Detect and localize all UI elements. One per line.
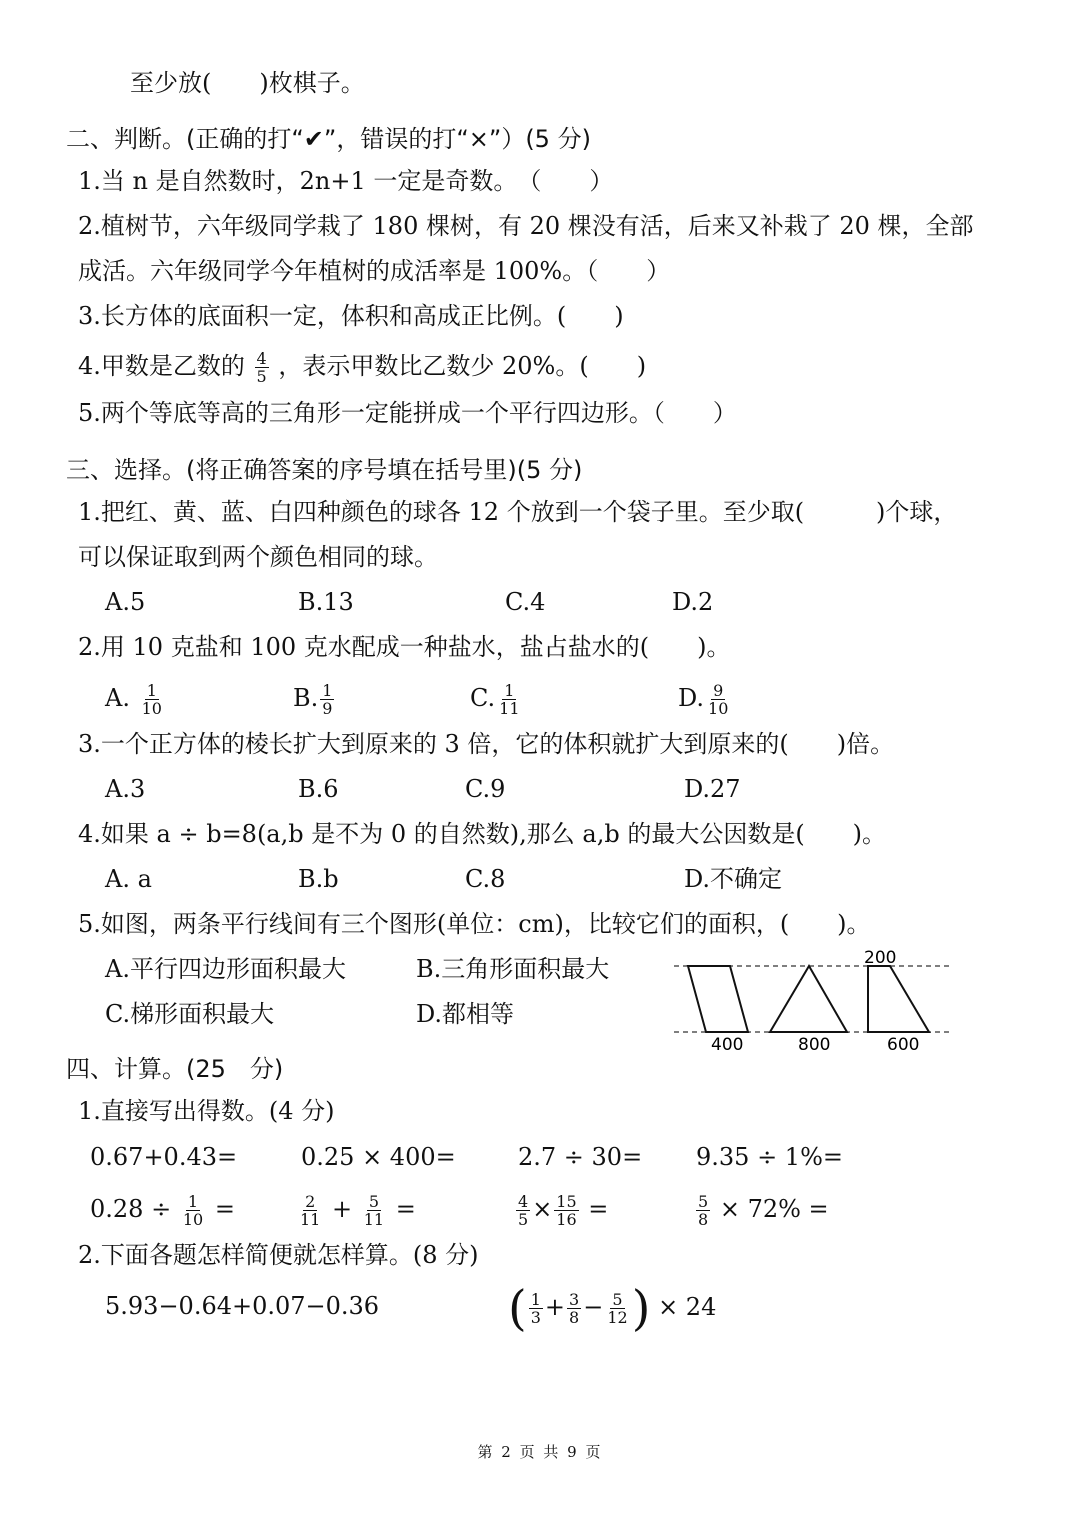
q1-option-a: A.5 xyxy=(105,588,146,616)
q3-option-d: D.27 xyxy=(684,775,741,803)
simplify-expr-1: 5.93−0.64+0.07−0.36 xyxy=(105,1292,380,1320)
q4-option-d: D.不确定 xyxy=(684,865,783,893)
calc-sub2: 2.下面各题怎样简便就怎样算。(8 分) xyxy=(78,1241,479,1269)
fraction: $\frac{4}{5}$ xyxy=(256,349,267,386)
calc-1a: 0.67+0.43= xyxy=(90,1143,238,1171)
q2-option-d: D. $\frac{9}{10}$ xyxy=(678,681,729,718)
q2-option-c: C. $\frac{1}{11}$ xyxy=(470,681,520,718)
fraction: $\frac{2}{11}$ xyxy=(300,1192,321,1229)
q4-option-a: A. a xyxy=(105,865,152,893)
fraction: $\frac{1}{11}$ xyxy=(499,681,520,718)
q4-option-c: C.8 xyxy=(465,865,506,893)
choice-q1-cont: 可以保证取到两个颜色相同的球。 xyxy=(78,543,438,571)
label-parallelogram-base: 400 xyxy=(711,1035,744,1055)
fraction: $\frac{5}{12}$ xyxy=(607,1290,628,1327)
q1-option-b: B.13 xyxy=(298,588,354,616)
q5-option-a: A.平行四边形面积最大 xyxy=(105,955,346,983)
fraction: $\frac{5}{8}$ xyxy=(698,1192,709,1229)
q1-option-d: D.2 xyxy=(672,588,714,616)
choice-q2: 2.用 10 克盐和 100 克水配成一种盐水，盐占盐水的( )。 xyxy=(78,633,731,661)
fraction: $\frac{1}{10}$ xyxy=(141,681,162,718)
calc-2b: $\frac{2}{11}$ + $\frac{5}{11}$ = xyxy=(300,1192,416,1229)
parallelogram-shape xyxy=(688,966,748,1032)
section2-heading: 二、判断。(正确的打“✔”，错误的打“×”）(5 分) xyxy=(66,125,591,153)
trapezoid-shape xyxy=(868,966,929,1032)
calc-1c: 2.7 ÷ 30= xyxy=(518,1143,643,1171)
section4-heading: 四、计算。(25 分) xyxy=(66,1055,284,1083)
judge-item-2: 2.植树节，六年级同学栽了 180 棵树，有 20 棵没有活，后来又补栽了 20 棵，全部 xyxy=(78,212,974,240)
calc-2d: $\frac{5}{8}$ × 72% = xyxy=(698,1192,829,1229)
fraction: $\frac{15}{16}$ xyxy=(556,1192,577,1229)
parallel-shapes-figure xyxy=(668,944,958,1056)
choice-q3: 3.一个正方体的棱长扩大到原来的 3 倍，它的体积就扩大到原来的( )倍。 xyxy=(78,730,895,758)
choice-q5: 5.如图，两条平行线间有三个图形(单位：cm)，比较它们的面积，( )。 xyxy=(78,910,871,938)
fraction: $\frac{5}{11}$ xyxy=(363,1192,385,1229)
page-footer: 第 2 页 共 9 页 xyxy=(477,1443,603,1461)
top-line: 至少放( )枚棋子。 xyxy=(130,69,365,97)
q3-option-b: B.6 xyxy=(298,775,339,803)
q2-option-b: B. $\frac{1}{9}$ xyxy=(293,681,333,718)
choice-q1: 1.把红、黄、蓝、白四种颜色的球各 12 个放到一个袋子里。至少取( )个球， xyxy=(78,498,958,526)
fraction: $\frac{9}{10}$ xyxy=(708,681,729,718)
calc-2a: 0.28 ÷ $\frac{1}{10}$ = xyxy=(90,1192,235,1229)
judge-item-2-cont: 成活。六年级同学今年植树的成活率是 100%。（ ） xyxy=(78,257,671,285)
fraction: $\frac{3}{8}$ xyxy=(569,1290,580,1327)
q3-option-c: C.9 xyxy=(465,775,506,803)
judge-item-4 xyxy=(78,350,646,385)
judge-item-5: 5.两个等底等高的三角形一定能拼成一个平行四边形。（ ） xyxy=(78,399,737,427)
q3-option-a: A.3 xyxy=(105,775,146,803)
q5-option-d: D.都相等 xyxy=(416,1000,515,1028)
q5-option-b: B.三角形面积最大 xyxy=(416,955,610,983)
judge-item-4-pre: 4.甲数是乙数的 xyxy=(78,352,245,380)
calc-1b: 0.25 × 400= xyxy=(301,1143,456,1171)
choice-q4: 4.如果 a ÷ b=8(a,b 是不为 0 的自然数),那么 a,b 的最大公因数是( )。 xyxy=(78,820,887,848)
fraction: $\frac{1}{9}$ xyxy=(322,681,333,718)
simplify-expr-2: ( $\frac{1}{3}$ + $\frac{3}{8}$ − $\frac{5}{12}$ ) × 24 xyxy=(508,1280,717,1337)
fraction: $\frac{1}{10}$ xyxy=(182,1192,204,1229)
q1-option-c: C.4 xyxy=(505,588,546,616)
label-triangle-base: 800 xyxy=(798,1035,831,1055)
label-trapezoid-base: 600 xyxy=(887,1035,920,1055)
fraction: $\frac{1}{3}$ xyxy=(530,1290,541,1327)
judge-item-3: 3.长方体的底面积一定，体积和高成正比例。( ) xyxy=(78,302,624,330)
calc-1d: 9.35 ÷ 1%= xyxy=(696,1143,843,1171)
judge-item-4-post: ，表示甲数比乙数少 20%。( ) xyxy=(278,352,647,380)
q4-option-b: B.b xyxy=(298,865,339,893)
calc-sub1: 1.直接写出得数。(4 分) xyxy=(78,1097,335,1125)
calc-2c: $\frac{4}{5}$ × $\frac{15}{16}$ = xyxy=(518,1192,609,1229)
label-top: 200 xyxy=(864,948,897,968)
judge-item-1: 1.当 n 是自然数时，2n+1 一定是奇数。 （ ） xyxy=(78,167,614,195)
q2-option-a: A. $\frac{1}{10}$ xyxy=(105,681,162,718)
triangle-shape xyxy=(770,966,847,1032)
section3-heading: 三、选择。(将正确答案的序号填在括号里)(5 分) xyxy=(66,456,583,484)
fraction: $\frac{4}{5}$ xyxy=(518,1192,529,1229)
q5-option-c: C.梯形面积最大 xyxy=(105,1000,275,1028)
